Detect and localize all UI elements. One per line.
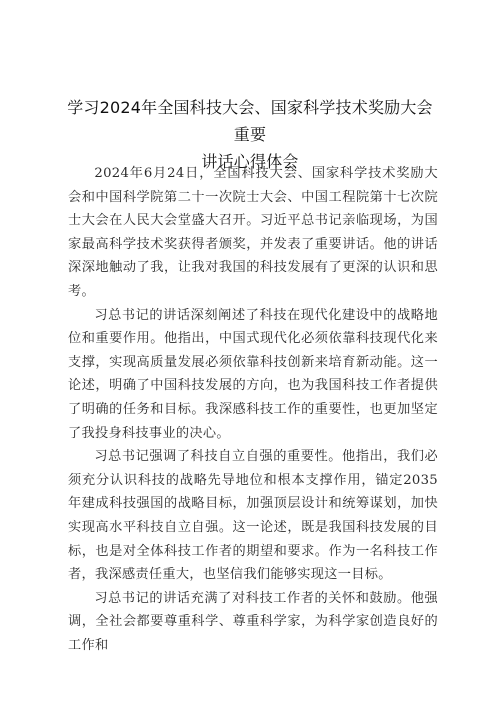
paragraph-4: 习总书记的讲话充满了对科技工作者的关怀和鼓励。他强调，全社会都要尊重科学、尊重科学家，为科学家创造良好的工作和: [68, 590, 438, 653]
title-line-2: 讲话心得体会: [201, 152, 299, 171]
paragraph-3: 习总书记强调了科技自立自强的重要性。他指出，我们必须充分认识科技的战略先导地位和根本支撑作用，锚定2035年建成科技强国的战略目标，加强顶层设计和统筹谋划，加快实现高水平科技自立自强。这一论述，既是我国科技发展的目标，也是对全体科技工作者的期望和要求。作为一名科技工作者，我深感责任重大，也坚信我们能够实现这一目标。: [68, 449, 438, 583]
paragraph-1: 2024年6月24日，全国科技大会、国家科学技术奖励大会和中国科学院第二十一次院士大会、中国工程院第十七次院士大会在人民大会堂盛大召开。习近平总书记亲临现场，为国家最高科学技术奖获得者颁奖，并发表了重要讲话。他的讲话深深地触动了我，让我对我国的科技发展有了更深的认识和思考。: [68, 166, 438, 299]
paragraph-2: 习总书记的讲话深刻阐述了科技在现代化建设中的战略地位和重要作用。他指出，中国式现代化必须依靠科技现代化来支撑，实现高质量发展必须依靠科技创新来培育新动能。这一论述，明确了中国科技发展的方向，也为我国科技工作者提供了明确的任务和目标。我深感科技工作的重要性，也更加坚定了我投身科技事业的决心。: [68, 307, 438, 441]
document-body: [68, 162, 438, 657]
title-line-1: 学习2024年全国科技大会、国家科学技术奖励大会重要: [67, 98, 433, 144]
